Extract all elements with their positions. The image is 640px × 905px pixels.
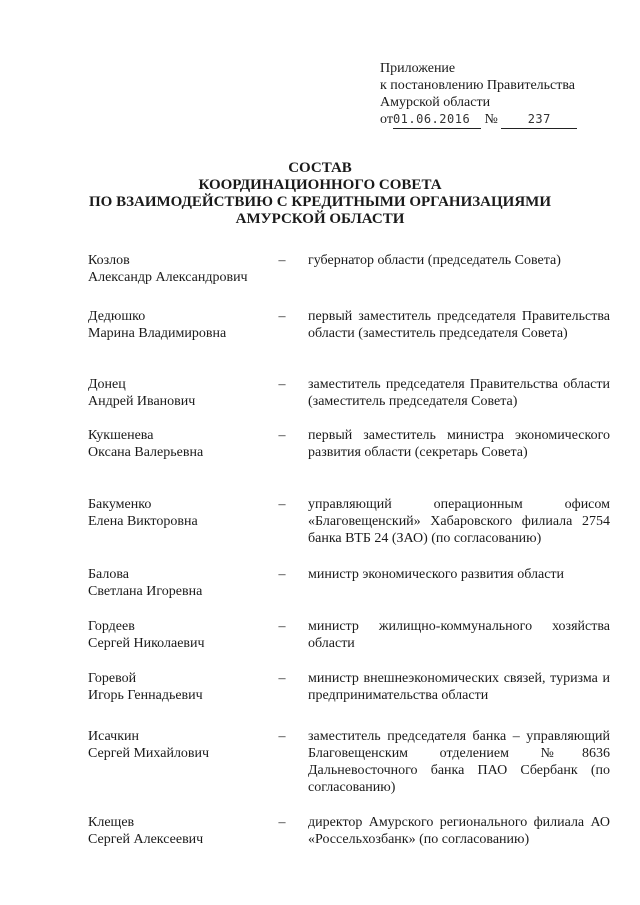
appendix-reference: к постановлению Правительства <box>380 78 576 93</box>
title-line: СОСТАВ <box>288 160 352 176</box>
member-name <box>88 728 268 762</box>
member-surname: Донец <box>88 377 126 392</box>
member-surname: Козлов <box>88 253 130 268</box>
separator-dash: – <box>278 377 286 392</box>
member-name <box>88 496 268 530</box>
member-given-name: Андрей Иванович <box>88 394 196 409</box>
member-surname: Кукшенева <box>88 428 154 443</box>
separator-dash: – <box>278 253 286 268</box>
member-given-name: Сергей Михайлович <box>88 746 210 761</box>
member-given-name: Елена Викторовна <box>88 514 198 529</box>
appendix-heading: Приложение <box>380 61 456 76</box>
member-position: директор Амурского регионального филиала АО «Россельхозбанк» (по согласованию) <box>308 815 610 847</box>
member-name <box>88 252 268 286</box>
separator-dash: – <box>278 729 286 744</box>
member-name <box>88 670 268 704</box>
member-position: министр экономического развития области <box>308 567 565 582</box>
member-given-name: Марина Владимировна <box>88 326 227 341</box>
member-name <box>88 814 268 848</box>
member-given-name: Оксана Валерьевна <box>88 445 204 460</box>
member-given-name: Сергей Алексеевич <box>88 832 204 847</box>
member-name <box>88 308 268 342</box>
separator-dash: – <box>278 309 286 324</box>
number-label: № <box>484 112 498 127</box>
member-name <box>88 427 268 461</box>
separator-dash: – <box>278 815 286 830</box>
member-surname: Клещев <box>88 815 135 830</box>
member-given-name: Светлана Игоревна <box>88 584 203 599</box>
member-surname: Гордеев <box>88 619 135 634</box>
member-given-name: Александр Александрович <box>88 270 248 285</box>
document-title <box>60 160 580 228</box>
separator-dash: – <box>278 428 286 443</box>
member-position: первый заместитель министра экономического развития области (секретарь Совета) <box>308 428 610 460</box>
member-position: министр внешнеэкономических связей, туризма и предпринимательства области <box>308 671 610 703</box>
separator-dash: – <box>278 671 286 686</box>
member-surname: Дедюшко <box>88 309 146 324</box>
title-line: ПО ВЗАИМОДЕЙСТВИЮ С КРЕДИТНЫМИ ОРГАНИЗАЦИЯМИ <box>89 194 551 210</box>
decree-date: 01.06.2016 <box>393 111 481 129</box>
member-surname: Балова <box>88 567 130 582</box>
separator-dash: – <box>278 619 286 634</box>
appendix-region: Амурской области <box>380 95 491 110</box>
member-given-name: Сергей Николаевич <box>88 636 205 651</box>
decree-number: 237 <box>501 111 577 129</box>
member-name <box>88 566 268 600</box>
member-position: заместитель председателя Правительства области (заместитель председателя Совета) <box>308 377 610 409</box>
title-line: АМУРСКОЙ ОБЛАСТИ <box>235 211 405 227</box>
separator-dash: – <box>278 497 286 512</box>
member-position: управляющий операционным офисом «Благовещенский» Хабаровского филиала 2754 банка ВТБ 24 (ЗАО) (по согласованию) <box>308 497 610 546</box>
appendix-block <box>380 60 615 129</box>
member-surname: Горевой <box>88 671 137 686</box>
member-position: заместитель председателя банка – управляющий Благовещенским отделением №8636 Дальневосточного банка ПАО Сбербанк (по согласованию) <box>308 729 610 795</box>
appendix-date-line <box>380 111 615 129</box>
title-line: КООРДИНАЦИОННОГО СОВЕТА <box>198 177 442 193</box>
member-name <box>88 618 268 652</box>
separator-dash: – <box>278 567 286 582</box>
member-position: первый заместитель председателя Правительства области (заместитель председателя Совета) <box>308 309 610 341</box>
member-surname: Исачкин <box>88 729 139 744</box>
member-position: министр жилищно-коммунального хозяйства области <box>308 619 610 651</box>
member-position: губернатор области (председатель Совета) <box>308 253 561 268</box>
member-name <box>88 376 268 410</box>
member-surname: Бакуменко <box>88 497 152 512</box>
member-given-name: Игорь Геннадьевич <box>88 688 203 703</box>
date-label: от <box>380 112 393 127</box>
